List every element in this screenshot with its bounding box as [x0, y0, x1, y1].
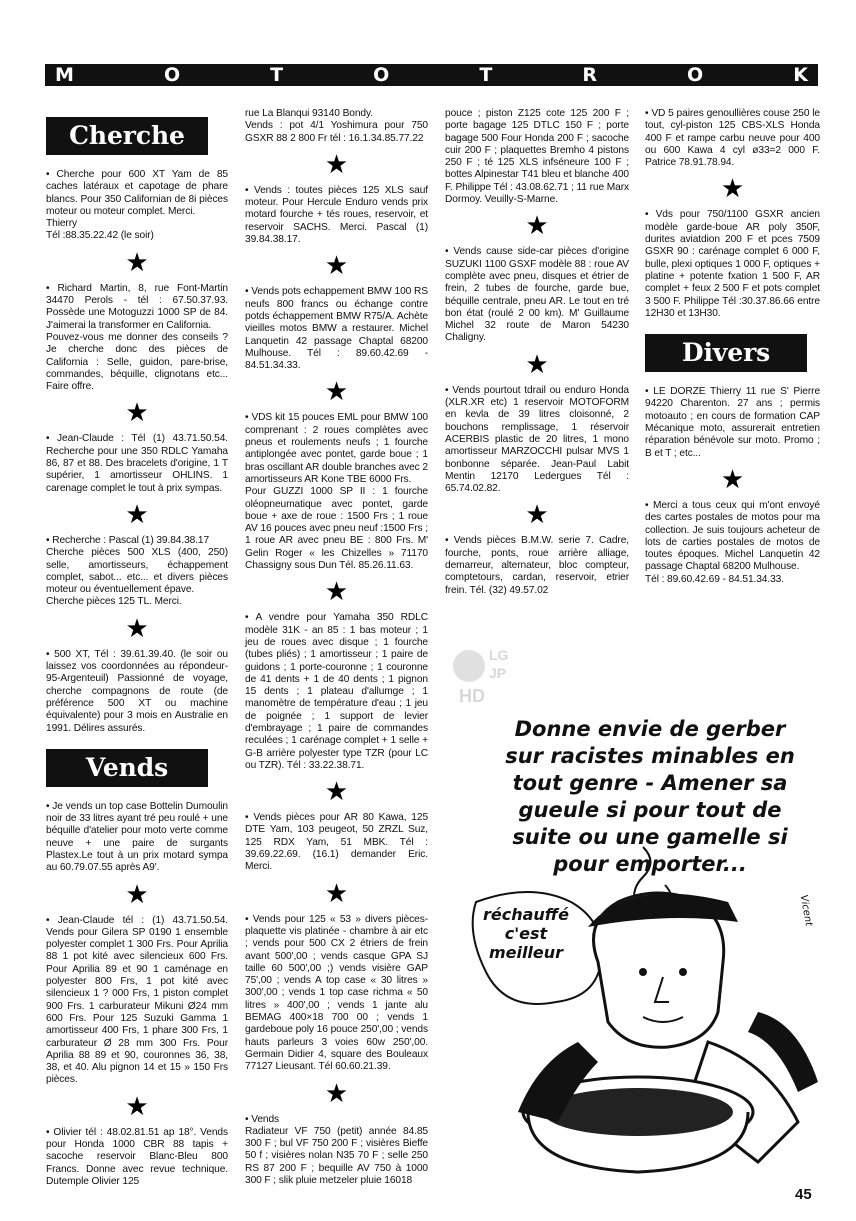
ad-text: Radiateur VF 750 (petit) année 84.85 300 F ; bul VF 750 200 F ; visières Bieffe 50 f ; visières nolan N35 70 F ; selle 250 RS 87 200 F ; bequille AV 750 à 1000 300 F ; slik pluie metzeler pluie 16018 [245, 1125, 428, 1186]
page-number: 45 [795, 1186, 812, 1203]
classified-ad [445, 108, 629, 206]
classified-ad [645, 108, 820, 169]
star-separator-icon: ★ [324, 877, 349, 908]
banner-letter: O [687, 64, 704, 86]
ad-text: • Cherche pour 600 XT Yam de 85 caches latéraux et capotage de phare blancs. Pour 350 Californian de 8i pièces moteur ou moteur complet. Merci. [46, 169, 228, 218]
ad-text: • Je vends un top case Bottelin Dumoulin noir de 33 litres ayant tré peu roulé + une béquille d'atelier pour moto verte comme neuve + une paire de surgants Plastex.Le tout à un prix motard sympa au 60.79.07.55 après A9'. [46, 801, 228, 875]
star-separator-icon: ★ [125, 612, 149, 643]
classified-ad [46, 1127, 228, 1188]
section-heading-vends: Vends [46, 749, 208, 787]
classified-ad [245, 108, 428, 145]
cartoon-caption: Donne envie de gerber sur racistes minables en tout genre - Amener sa gueule si pour tout de suite ou une gamelle si pour emporter... [505, 717, 795, 876]
column-1 [46, 117, 228, 1188]
banner-letter: O [163, 64, 181, 86]
star-separator-icon: ★ [125, 498, 149, 529]
svg-text:JP: JP [489, 665, 507, 681]
star-separator-icon: ★ [525, 348, 549, 379]
star-separator-icon: ★ [125, 397, 149, 428]
ad-text: Cherche pièces 125 TL. Merci. [46, 596, 182, 608]
ad-text: pouce ; piston Z125 cote 125 200 F ; porte bagage 125 DTLC 150 F ; porte bagage 500 Four Honda 200 F ; sacoche cuir 200 F ; plaquettes Bremho 4 pistons 250 F ; té 125 XLS infséneure 100 F ; bottes Alpinestar T41 bleu et blanche 400 F. Philippe Tél : 43.08.62.71 ; 11 rue Marx Dormoy. Veuilly-S-Marne. [445, 108, 629, 206]
ad-text: Thierry [46, 218, 77, 230]
banner-letter: R [582, 64, 597, 86]
ad-text: Cherche pièces 500 XLS (400, 250) selle, amortisseurs, échappement complet, sabot... etc... et divers pièces moteur ou éventuellement épave. [46, 547, 228, 596]
star-separator-icon: ★ [720, 463, 745, 494]
ad-text: • Olivier tél : 48.02.81.51 ap 18°. Vends pour Honda 1000 CBR 88 tapis + sacoche reservoir Blanc-Bleu 800 Francs. Donne avec revue technique. Dutemple Olivier 125 [46, 1127, 228, 1188]
ad-text: • Vds pour 750/1100 GSXR ancien modèle garde-boue AR poly 350F, durites aviatdion 200 F et pces 7509 GSXR 90 : carénage complet 6 000 F, bulle, plexi optiques 1 000 F, optiques + platine + potente fxation 1 500 F, AR complet + feux 2 500 F et pots complet 3 500 F. Philippe Tél :30.37.86.66 entre 12H30 et 13H30. [645, 209, 820, 320]
ad-text: Vends : pot 4/1 Yoshimura pour 750 GSXR 88 2 800 Fr tél : 16.1.34.85.77.22 [245, 120, 428, 144]
star-separator-icon: ★ [324, 376, 349, 407]
classified-ad [46, 169, 228, 243]
classified-ad [46, 283, 228, 394]
star-separator-icon: ★ [525, 210, 549, 241]
ad-text: Tél :88.35.22.42 (le soir) [46, 230, 154, 242]
ad-text: Pour GUZZI 1000 SP II : 1 fourche oléopneumatique avec pontet, garde boue + axe de roue : 1500 Frs ; 1 roue AV 16 pouces avec pneu neuf :1500 Frs ; 1 roue AR avec pneu BE : 800 Frs. M' Gelin Roger « les Chizelles » 71170 Chassigny sous Dun Tél. 85.26.11.63. [245, 486, 428, 572]
ad-text: • Vends pour 125 « 53 » divers pièces-plaquette vis platinée - chambre à air etc ; vends pour 500 CX 2 étriers de frein avant 500',00 ; vends casque GPA SJ taille 60 500',00 ;) vends visière GAP 75',00 ; vends A top case « 30 litres » 300',00 ; vends 1 top case richma « 50 litres » 400',00 ; vends 1 jante alu BEMAG 400×18 700 00 ; vends 1 gardeboue poly 16 pouce 250',00 ; vends hauts parleurs 3 voies 60w 250',00. Germain Didier 4, square des Bouleaux 77127 Lieusant. Tél 60.60.21.39. [245, 914, 428, 1074]
column-2 [245, 108, 428, 1187]
ad-text: • Vends cause side-car pièces d'origine SUZUKI 1100 GSXF modèle 88 : roue AV complète avec pneu, disques et étrier de frein, 2 tubes de fourche, garde bue, béquille centrale, pneu AR. Le tout en tré bon état (roulé 2 00 km). M' Guillaume Michel 32 route de Maron 54230 Chaligny. [445, 246, 629, 344]
ad-text: • A vendre pour Yamaha 350 RDLC modèle 31K - an 85 : 1 bas moteur ; 1 jeu de roues avec disque ; 1 fourche (tubes pliés) ; 1 amortisseur ; 1 paire de guidons ; 1 porte-couronne ; 1 couronne de 41 dents + 1 de 40 dents ; 1 pignon 15 dents ; 1 plateau d'allumge ; 1 manomètre de température d'eau ; 1 jeu de poignée ; 1 support de levier d'embrayage ; 1 paire de commandes reculées ; 1 carénage complet + 1 selle + G-B arrière polyester type TZR (pour LC ou TZR). Tél : 33.22.38.71. [245, 612, 428, 772]
star-separator-icon: ★ [324, 148, 349, 179]
banner-letter: O [373, 64, 390, 86]
cartoon-speech-bubble: réchauffé c'est meilleur [483, 905, 569, 962]
ad-text: • 500 XT, Tél : 39.61.39.40. (le soir ou laissez vos coordonnées au répondeur-95-Argenteuil) Passionné de voyage, cherche compagnons de route (de préférence 500 XT ou machine équivalente) pour 3 mois en Australie en 1991. Délires assurés. [46, 649, 228, 735]
star-separator-icon: ★ [525, 499, 549, 530]
header-banner [45, 64, 818, 86]
section-heading-divers: Divers [645, 334, 807, 372]
ad-text: rue La Blanqui 93140 Bondy. [245, 108, 373, 119]
ad-text: • Vends pièces B.M.W. serie 7. Cadre, fourche, ponts, roue arrière alliage, demarreur, alternateur, bloc compteur, comptetours, cardan, reservoir, etrier frein. Tél. (32) 49.57.02 [445, 535, 629, 596]
star-separator-icon: ★ [720, 173, 745, 204]
ad-text: • Vends : toutes pièces 125 XLS sauf moteur. Pour Hercule Enduro vends prix motard fourche + tés roues, reservoir, et reservoir SACHS. Merci. Pascal (1) 39.84.38.17. [245, 185, 428, 246]
cartoon-signature: Vicent [797, 894, 814, 927]
classified-ad [645, 209, 820, 320]
star-separator-icon: ★ [324, 1077, 349, 1108]
ad-text: • Jean-Claude : Tél (1) 43.71.50.54. Recherche pour une 350 RDLC Yamaha 86, 87 et 88. Des bracelets d'origine, 1 T supérier, 1 amortisseur OHLINS. 1 carenage complet le tout à prix sympas. [46, 433, 228, 494]
ad-text: • VDS kit 15 pouces EML pour BMW 100 comprenant : 2 roues complètes avec pneus et roulements neufs ; 1 fourche antiplongée avec pontet, garde boue ; 1 bras oscillant AR double branches avec 2 amortisseurs AR Kone TBE 6000 Frs. [245, 412, 428, 486]
banner-letter: M [55, 64, 74, 86]
classified-ad [46, 535, 228, 609]
star-separator-icon: ★ [125, 1090, 149, 1121]
classified-ad [245, 286, 428, 372]
section-heading-cherche: Cherche [46, 117, 208, 155]
star-separator-icon: ★ [125, 878, 149, 909]
star-separator-icon: ★ [125, 246, 149, 277]
star-separator-icon: ★ [324, 250, 349, 281]
column-3 [445, 108, 629, 597]
classified-ad [245, 914, 428, 1074]
classified-ad [46, 649, 228, 735]
star-separator-icon: ★ [324, 576, 349, 607]
banner-letter: T [270, 64, 284, 86]
ad-text: • Vends pots echappement BMW 100 RS neufs 800 francs ou échange contre potds échappement BMW R75/A. Achète vieilles motos BMW a restaurer. Michel Lanquetin 42 passage Chaptal 68200 Mulhouse. Tél : 89.60.42.69 - 84.51.34.33. [245, 286, 428, 372]
classified-ad [645, 386, 820, 460]
column-4 [645, 108, 820, 586]
classified-ad [445, 246, 629, 344]
ad-text: • Merci a tous ceux qui m'ont envoyé des cartes postales de motos pour ma collection. Je suis toujours acheteur de lots de carties postales de motos de toutes époques. Michel Lanquetin 42 passage Chaptal 68200 Mulhouse. [645, 500, 820, 574]
banner-letter: T [479, 64, 493, 86]
classified-ad [46, 915, 228, 1087]
ad-text: • Vends pièces pour AR 80 Kawa, 125 DTE Yam, 103 peugeot, 50 ZRZL Suz, 125 RDX Yam, 51 MBK. Tél : 39.69.22.69. (16.1) demander Eric. Merci. [245, 812, 428, 873]
ad-text: • Richard Martin, 8, rue Font-Martin 34470 Perols - tél : 67.50.37.93. Possède une Motoguzzi 1000 SP de 84. J'aimerai la transformer en California. [46, 283, 228, 332]
classified-ad [245, 812, 428, 873]
ad-text: Pouvez-vous me donner des conseils ? Je cherche donc des pièces de California : Selle, guidon, pare-brise, commandes, béquille, clignotans etc... Faire offre. [46, 331, 228, 393]
ad-text: • LE DORZE Thierry 11 rue S' Pierre 94220 Charenton. 27 ans ; permis motoauto ; en cours de formation CAP Mécanique moto, assurerait entretien réparation bénévole sur moto. Promo ; B et T ; etc... [645, 386, 820, 460]
ad-text: Tél : 89.60.42.69 - 84.51.34.33. [645, 573, 784, 585]
svg-text:LG: LG [489, 647, 509, 663]
classified-ad [645, 500, 820, 586]
ad-text: • VD 5 paires genoullières couse 250 le tout, cyl-piston 125 CBS-XLS Honda 400 F et rampe carbu neuve pour 400 ou 600 Kawa 4 cyl ø33=2 000 F. Patrice 78.91.78.94. [645, 108, 820, 169]
watermark-logo [447, 640, 537, 710]
classified-ad [245, 412, 428, 572]
ad-text: • Vends [245, 1114, 428, 1126]
classified-ad [445, 535, 629, 596]
ad-text: • Recherche : Pascal (1) 39.84.38.17 [46, 535, 228, 547]
star-separator-icon: ★ [324, 776, 349, 807]
classified-ad [46, 801, 228, 875]
svg-text:HD: HD [459, 686, 485, 706]
classified-ad [245, 185, 428, 246]
ad-text: • Jean-Claude tél : (1) 43.71.50.54. Vends pour Gilera SP 0190 1 ensemble polyester complet 1 300 Frs. Pour Aprilia 88 1 pot kité avec silencieux 600 Frs. Pour Aprilia 89 et 90 1 caménage en polyester 800 Frs, 1 pot kité avec silencieux 1 ? 000 Frs, 1 piston complet 900 Frs. 1 carburateur Mikuni Ø24 mm 600 Frs. Pour 125 Suzuki Gamma 1 amortisseur 400 Frs, 1 phare 300 Frs, 1 carburateur Ø 28 mm 300 Frs. Pour Aprilia 88 89 et 90, couronnes 36, 38, 38, et 40. Alu pignon 14 et 15 » 150 Frs pièces. [46, 915, 228, 1087]
classified-ad [445, 385, 629, 496]
ad-text: • Vends pourtout tdrail ou enduro Honda (XLR.XR etc) 1 reservoir MOTOFORM en kevla de 39 litres cloisonné, 2 bouchons remplissage, 1 réservoir ACERBIS plastic de 20 litres, 1 mono amortisseur MARZOCCHI pulsar MVS 1 bonbonne séparée. Jean-Paul Labit Mentin 12170 Ledergues Tél : 65.74.02.82. [445, 385, 629, 496]
classified-ad [46, 433, 228, 494]
banner-letter: K [793, 64, 808, 86]
classified-ad [245, 612, 428, 772]
classified-ad [245, 1114, 428, 1188]
